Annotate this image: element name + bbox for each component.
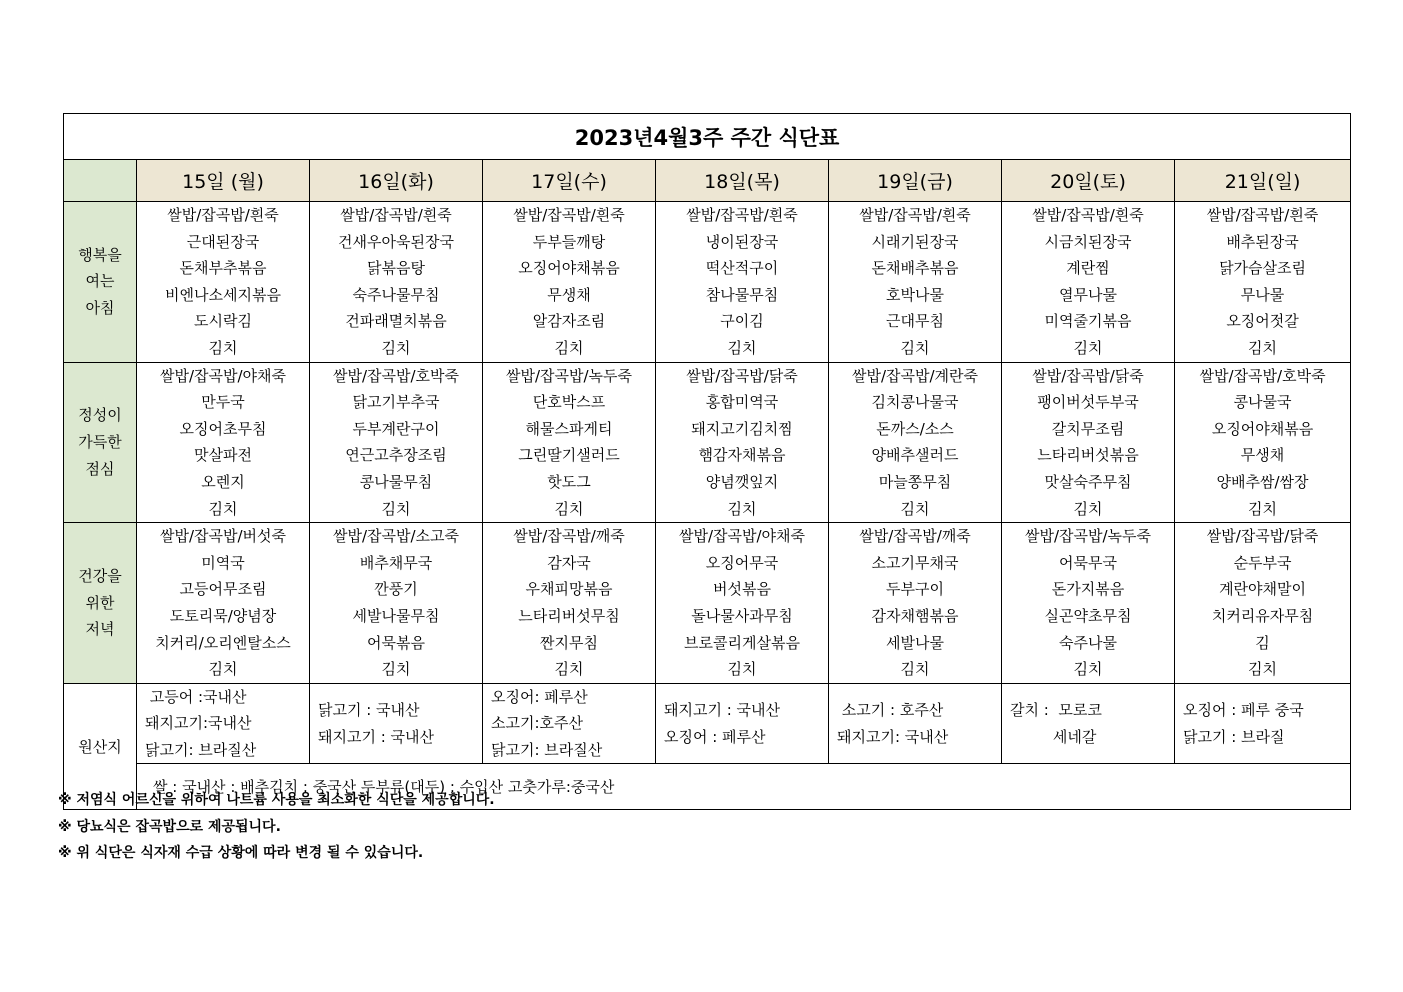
- meal-cell: [656, 362, 829, 523]
- menu-item: 계란야채말이: [1219, 580, 1307, 599]
- origin-label: 원산지: [64, 683, 137, 810]
- menu-item: 세발나물무침: [352, 606, 440, 625]
- menu-item: 구이김: [720, 312, 764, 331]
- origin-item: 갈치 : 모로코: [1010, 700, 1102, 719]
- origin-item: 돼지고기:국내산: [145, 714, 252, 733]
- day-header: 20일(토): [1002, 160, 1175, 202]
- menu-item: 느타리버섯볶음: [1037, 446, 1139, 465]
- header-corner: [64, 160, 137, 202]
- meal-cell: [656, 523, 829, 684]
- menu-item: 쌀밥/잡곡밥/소고죽: [332, 527, 460, 546]
- menu-item: 쌀밥/잡곡밥/닭죽: [1032, 366, 1144, 385]
- menu-item: 떡산적구이: [705, 259, 779, 278]
- origin-item: 소고기:호주산: [491, 714, 583, 733]
- menu-item: 쌀밥/잡곡밥/흰죽: [859, 206, 971, 224]
- menu-item: 쌀밥/잡곡밥/흰죽: [513, 206, 625, 224]
- origin-item: 돼지고기: 국내산: [837, 727, 949, 746]
- meal-cell: [1002, 523, 1175, 684]
- menu-item: 햄감자채볶음: [698, 446, 786, 465]
- meal-cell: [1002, 362, 1175, 523]
- menu-item: 오징어무국: [705, 553, 779, 572]
- menu-item: 닭볶음탕: [367, 259, 425, 278]
- meal-label-line: 행복을: [78, 245, 122, 264]
- menu-item: 무나물: [1240, 285, 1285, 304]
- meal-cell: [829, 362, 1002, 523]
- origin-item: 고등어 :국내산: [145, 687, 247, 706]
- menu-item: 김치: [727, 660, 757, 679]
- meal-cell: [483, 362, 656, 523]
- meal-label-line: 건강을: [78, 567, 122, 586]
- menu-item: 오징어초무침: [179, 419, 267, 438]
- menu-item: 감자채햄볶음: [871, 606, 959, 625]
- menu-item: 닭가슴살조림: [1219, 259, 1307, 278]
- menu-item: 맛살파전: [194, 446, 252, 465]
- menu-item: 숙주나물무침: [352, 285, 440, 304]
- menu-item: 비엔나소세지볶음: [165, 285, 281, 304]
- menu-item: 무생채: [547, 285, 591, 304]
- meal-cell: [829, 202, 1002, 363]
- menu-item: 미역국: [201, 553, 245, 572]
- menu-item: 김치: [208, 499, 238, 518]
- origin-item: 닭고기 : 브라질: [1183, 727, 1285, 746]
- menu-item: 쌀밥/잡곡밥/녹두죽: [505, 366, 633, 385]
- menu-item: 순두부국: [1233, 553, 1292, 572]
- menu-item: 시금치된장국: [1044, 232, 1132, 251]
- menu-item: 열무나물: [1059, 285, 1117, 304]
- origin-item: 닭고기 : 국내산: [318, 700, 420, 719]
- origin-cell: [1175, 683, 1351, 764]
- menu-item: 돌나물사과무침: [691, 606, 793, 625]
- day-header-row: [64, 160, 1351, 202]
- menu-item: 배추된장국: [1226, 232, 1299, 251]
- menu-item: 쌀밥/잡곡밥/야채죽: [678, 527, 806, 546]
- footnote-diabetic: ※ 당뇨식은 잡곡밥으로 제공됩니다.: [58, 818, 281, 835]
- footnotes: [58, 787, 495, 867]
- meal-cell: [1175, 362, 1351, 523]
- menu-item: 참나물무침: [705, 285, 779, 304]
- menu-item: 오징어야채볶음: [1211, 419, 1314, 438]
- menu-item: 감자국: [547, 553, 591, 572]
- menu-item: 쌀밥/잡곡밥/녹두죽: [1024, 527, 1152, 546]
- menu-item: 오징어젓갈: [1226, 312, 1299, 331]
- day-header: 21일(일): [1175, 160, 1351, 202]
- menu-item: 시래기된장국: [871, 232, 959, 251]
- menu-item: 콩나물국: [1233, 393, 1292, 412]
- footnote-menu-change: ※ 위 식단은 식자재 수급 상황에 따라 변경 될 수 있습니다.: [58, 845, 424, 861]
- menu-item: 짠지무침: [540, 633, 598, 652]
- day-header: 19일(금): [829, 160, 1002, 202]
- grain-origin-note: 쌀 : 국내산 : 배추김치 : 중국산 두부류(대두) : 수입산 고춧가루:중국산: [137, 764, 1351, 810]
- menu-title: 2023년4월3주 주간 식단표: [64, 114, 1351, 160]
- menu-item: 김치: [1248, 499, 1278, 518]
- meal-cell: [1002, 202, 1175, 363]
- meal-label-line: 점심: [85, 459, 115, 478]
- menu-item: 호박나물: [886, 285, 944, 304]
- menu-item: 알감자조림: [532, 312, 606, 331]
- menu-item: 김치: [208, 660, 238, 679]
- menu-item: 김치: [727, 499, 757, 518]
- menu-item: 근대된장국: [186, 232, 260, 251]
- menu-item: 김치: [381, 660, 411, 679]
- menu-item: 건파래멸치볶음: [345, 312, 447, 331]
- footnote-low-sodium: ※ 저염식 어르신을 위하여 나트륨 사용을 최소화한 식단을 제공합니다.: [58, 792, 495, 808]
- origin-item: 닭고기: 브라질산: [491, 740, 603, 759]
- menu-item: 쌀밥/잡곡밥/흰죽: [1032, 206, 1144, 224]
- menu-item: 우채피망볶음: [525, 580, 613, 599]
- meal-cell: [483, 523, 656, 684]
- menu-item: 어묵무국: [1059, 553, 1117, 572]
- menu-item: 핫도그: [547, 472, 591, 491]
- meal-rows: [64, 202, 1351, 684]
- menu-item: 쌀밥/잡곡밥/야채죽: [159, 366, 287, 385]
- menu-item: 김치: [554, 338, 584, 357]
- origin-item: 오징어 : 페루산: [664, 727, 766, 746]
- day-header: 17일(수): [483, 160, 656, 202]
- menu-item: 실곤약초무침: [1044, 606, 1132, 625]
- menu-item: 김치: [381, 499, 411, 518]
- origin-cell: [483, 683, 656, 764]
- menu-item: 돈가지볶음: [1051, 580, 1125, 599]
- menu-item: 돈까스/소스: [876, 419, 954, 438]
- menu-item: 양념깻잎지: [705, 472, 779, 491]
- menu-item: 만두국: [201, 393, 245, 412]
- origin-item: 오징어 : 페루 중국: [1183, 700, 1304, 719]
- meal-cell: [310, 202, 483, 363]
- menu-item: 맛살숙주무침: [1044, 472, 1132, 491]
- origin-cell: [656, 683, 829, 764]
- menu-item: 쌀밥/잡곡밥/닭죽: [1206, 527, 1319, 546]
- menu-item: 김치: [554, 499, 584, 518]
- menu-item: 연근고추장조림: [345, 446, 447, 465]
- meal-row: [64, 362, 1351, 523]
- menu-item: 도토리묵/양념장: [169, 606, 277, 625]
- menu-item: 닭고기부추국: [352, 393, 440, 412]
- origin-row: [64, 683, 1351, 764]
- meal-cell: [310, 523, 483, 684]
- menu-item: 쌀밥/잡곡밥/흰죽: [686, 206, 798, 224]
- menu-item: 냉이된장국: [705, 232, 779, 251]
- meal-cell: [656, 202, 829, 363]
- menu-item: 쌀밥/잡곡밥/흰죽: [340, 206, 452, 224]
- menu-item: 계란찜: [1066, 259, 1110, 278]
- origin-item: 소고기 : 호주산: [837, 700, 944, 719]
- menu-item: 김치: [900, 338, 930, 357]
- meal-label: [64, 523, 137, 684]
- menu-item: 김치: [1073, 660, 1103, 679]
- menu-item: 쌀밥/잡곡밥/깨죽: [859, 527, 971, 546]
- menu-item: 쌀밥/잡곡밥/닭죽: [686, 366, 798, 385]
- menu-item: 김치: [208, 338, 238, 357]
- meal-label: [64, 202, 137, 363]
- origin-cell: [310, 683, 483, 764]
- menu-item: 건새우아욱된장국: [338, 232, 454, 251]
- meal-cell: [483, 202, 656, 363]
- menu-item: 홍합미역국: [705, 393, 779, 412]
- menu-item: 김치: [1248, 338, 1278, 357]
- menu-item: 쌀밥/잡곡밥/흰죽: [167, 206, 279, 224]
- menu-item: 고등어무조림: [179, 580, 267, 599]
- menu-item: 쌀밥/잡곡밥/계란죽: [851, 366, 979, 385]
- menu-item: 김치: [900, 660, 930, 679]
- menu-item: 무생채: [1240, 446, 1285, 465]
- menu-item: 오렌지: [201, 472, 245, 491]
- meal-label-line: 저녁: [85, 620, 115, 639]
- weekly-menu-table: [63, 113, 1351, 810]
- menu-item: 도시락김: [194, 312, 252, 331]
- day-header: 16일(화): [310, 160, 483, 202]
- meal-cell: [829, 523, 1002, 684]
- menu-item: 단호박스프: [532, 393, 606, 412]
- menu-item: 김치콩나물국: [871, 393, 959, 412]
- origin-item: 오징어: 페루산: [491, 687, 588, 706]
- menu-item: 치커리/오리엔탈소스: [155, 633, 291, 652]
- menu-item: 김치: [1248, 660, 1278, 679]
- menu-item: 양배추샐러드: [871, 446, 959, 465]
- menu-item: 깐풍기: [374, 580, 418, 599]
- meal-label-line: 가득한: [78, 433, 122, 452]
- menu-item: 버섯볶음: [713, 580, 771, 599]
- menu-item: 김치: [381, 338, 411, 357]
- meal-label-line: 아침: [85, 299, 115, 318]
- menu-item: 팽이버섯두부국: [1037, 393, 1139, 412]
- meal-label-line: 여는: [85, 272, 115, 291]
- origin-cell: [829, 683, 1002, 764]
- menu-item: 해물스파게티: [525, 419, 613, 438]
- menu-item: 돈채배추볶음: [871, 259, 959, 278]
- origin-item: 돼지고기 : 국내산: [664, 700, 781, 719]
- origin-item: 돼지고기 : 국내산: [318, 727, 435, 746]
- menu-item: 김치: [554, 660, 584, 679]
- menu-item: 치커리유자무침: [1211, 606, 1314, 625]
- meal-cell: [310, 362, 483, 523]
- menu-item: 어묵볶음: [367, 633, 425, 652]
- menu-item: 쌀밥/잡곡밥/버섯죽: [159, 527, 287, 546]
- menu-item: 근대무침: [886, 312, 944, 331]
- meal-label-line: 위한: [85, 593, 115, 612]
- origin-item: 세네갈: [1010, 727, 1097, 746]
- day-header: 18일(목): [656, 160, 829, 202]
- menu-item: 소고기무채국: [871, 553, 959, 572]
- meal-cell: [1175, 202, 1351, 363]
- menu-item: 쌀밥/잡곡밥/깨죽: [513, 527, 625, 546]
- menu-item: 두부계란구이: [352, 419, 440, 438]
- menu-item: 쌀밥/잡곡밥/호박죽: [332, 366, 460, 385]
- meal-cell: [137, 523, 310, 684]
- menu-item: 세발나물: [886, 633, 944, 652]
- meal-label-line: 정성이: [78, 406, 122, 425]
- meal-cell: [1175, 523, 1351, 684]
- origin-cell: [1002, 683, 1175, 764]
- menu-item: 돼지고기김치찜: [691, 419, 793, 438]
- menu-item: 김치: [1073, 499, 1103, 518]
- menu-item: 김치: [1073, 338, 1103, 357]
- meal-label: [64, 362, 137, 523]
- menu-item: 두부구이: [886, 580, 944, 599]
- menu-item: 느타리버섯무침: [518, 606, 620, 625]
- menu-item: 그린딸기샐러드: [518, 446, 620, 465]
- meal-row: [64, 202, 1351, 363]
- meal-cell: [137, 362, 310, 523]
- day-header: 15일 (월): [137, 160, 310, 202]
- menu-item: 오징어야채볶음: [518, 259, 620, 278]
- menu-item: 김치: [727, 338, 757, 357]
- menu-item: 갈치무조림: [1051, 419, 1125, 438]
- menu-item: 미역줄기볶음: [1044, 312, 1132, 331]
- menu-item: 김치: [900, 499, 930, 518]
- menu-item: 쌀밥/잡곡밥/흰죽: [1206, 206, 1319, 224]
- menu-item: 배추채무국: [359, 553, 433, 572]
- origin-cell: [137, 683, 310, 764]
- menu-item: 콩나물무침: [359, 472, 433, 491]
- menu-item: 숙주나물: [1059, 633, 1117, 652]
- menu-item: 쌀밥/잡곡밥/호박죽: [1199, 366, 1326, 385]
- menu-item: 마늘쫑무침: [878, 472, 952, 491]
- menu-item: 김: [1255, 633, 1270, 652]
- origin-item: 닭고기: 브라질산: [145, 740, 257, 759]
- menu-item: 양배추쌈/쌈장: [1216, 472, 1309, 491]
- menu-item: 두부들깨탕: [532, 232, 606, 251]
- menu-item: 브로콜리게살볶음: [684, 633, 800, 652]
- meal-cell: [137, 202, 310, 363]
- meal-row: [64, 523, 1351, 684]
- menu-item: 돈채부추볶음: [179, 259, 267, 278]
